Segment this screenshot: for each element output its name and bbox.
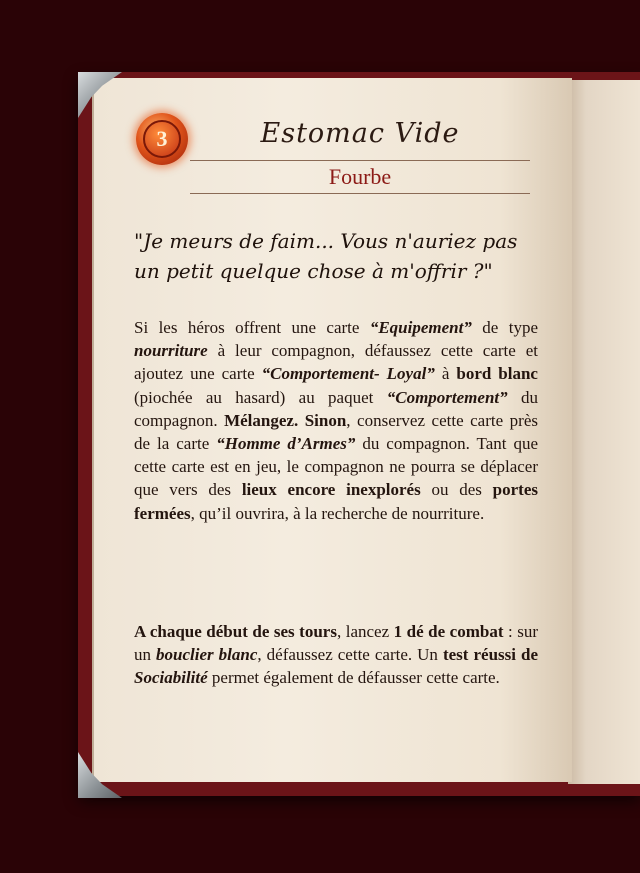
card-number: 3 — [143, 120, 181, 158]
book-page-right — [568, 80, 640, 784]
text-segment-bold-italic: “Comportement” — [386, 387, 508, 407]
text-segment-bold: portes fermées — [134, 480, 538, 523]
text-segment-bold-italic: nourriture — [134, 341, 208, 361]
text-segment: de type — [471, 318, 538, 337]
text-segment-bold: A chaque début de ses tours — [134, 622, 337, 641]
text-segment-bold: test réussi de — [442, 645, 538, 665]
text-segment: du compagnon. Tant que cette carte est en jeu, le compagnon ne pourra se déplacer que vers des — [134, 434, 538, 500]
card-subtitle: Fourbe — [328, 164, 392, 189]
text-segment-bold: lieux encore inexplorés — [241, 480, 421, 500]
text-segment: , conservez cette carte près de la carte — [134, 410, 538, 454]
text-segment-bold: Sinon — [304, 410, 347, 430]
text-segment: , lancez — [336, 622, 394, 641]
card-quote: "Je meurs de faim... Vous n'auriez pas un petit quelque chose à m'offrir ?" — [134, 229, 518, 283]
title-rule-bottom — [190, 193, 530, 194]
text-segment-bold-italic: “Comportement- Loyal” — [261, 364, 435, 384]
text-segment: ou des — [420, 480, 493, 500]
text-segment-bold: Mélangez. — [224, 410, 299, 430]
text-segment-bold-italic: bouclier blanc — [156, 645, 258, 665]
text-segment: : sur un — [134, 622, 539, 665]
text-segment: Si les héros offrent une carte — [134, 318, 370, 337]
text-segment: à — [434, 364, 457, 384]
text-segment: permet également de défausser cette carte. — [207, 668, 500, 688]
text-segment-bold: bord blanc — [456, 364, 538, 384]
title-rule-top — [190, 160, 530, 161]
text-segment-bold-italic: “Homme d’Armes” — [216, 434, 356, 454]
text-segment-bold-italic: Sociabilité — [134, 668, 208, 688]
text-segment: du compagnon. — [134, 387, 538, 430]
text-segment: (piochée au hasard) au paquet — [134, 387, 387, 407]
text-segment-bold: 1 dé de combat — [393, 622, 504, 641]
text-segment: , qu’il ouvrira, à la recherche de nourriture. — [190, 503, 485, 523]
text-segment: à leur compagnon, défaussez cette carte et ajoutez une carte — [134, 341, 538, 384]
card-number-badge — [136, 113, 188, 165]
rules-paragraph-1 — [134, 316, 538, 525]
rules-paragraph-2 — [134, 620, 538, 690]
text-segment-bold-italic: “Equipement” — [369, 318, 472, 337]
card-title: Estomac Vide — [260, 118, 460, 149]
text-segment: , défaussez cette carte. Un — [257, 645, 443, 665]
